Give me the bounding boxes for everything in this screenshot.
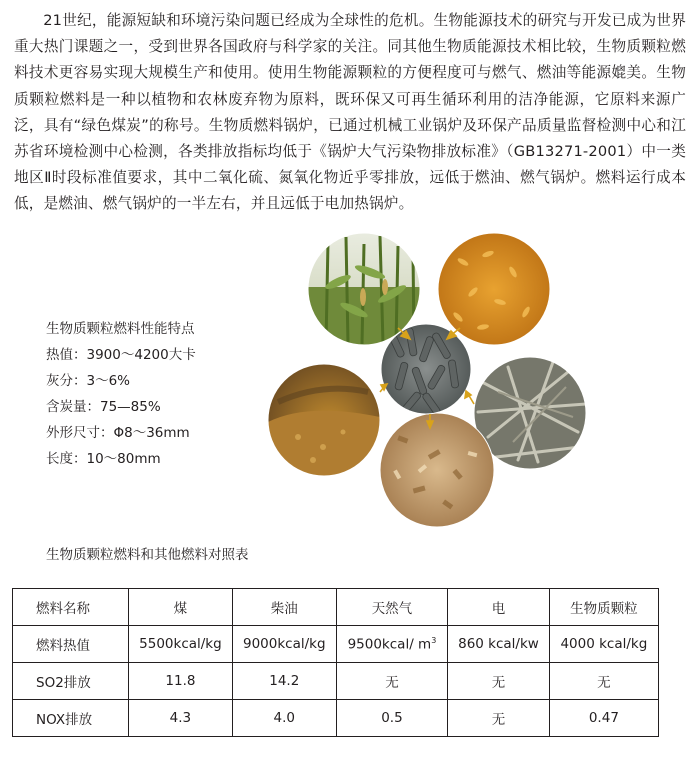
cell-diesel-nox: 4.0 xyxy=(232,700,336,737)
biomass-diagram xyxy=(268,232,700,532)
wheat-grain-photo xyxy=(436,232,552,347)
cell-bio-nox: 0.47 xyxy=(549,700,658,737)
row-label-heat: 燃料热值 xyxy=(13,626,129,663)
table-header-row xyxy=(13,589,659,626)
row-label-so2: SO2排放 xyxy=(13,663,129,700)
cell-diesel-heat: 9000kcal/kg xyxy=(232,626,336,663)
cell-coal-heat: 5500kcal/kg xyxy=(129,626,233,663)
cell-elec-so2: 无 xyxy=(448,663,550,700)
cell-bio-so2: 无 xyxy=(549,663,658,700)
comparison-table xyxy=(12,588,659,737)
property-length: 长度：10～80mm xyxy=(46,451,161,467)
cell-coal-nox: 4.3 xyxy=(129,700,233,737)
property-heat-value: 热值：3900～4200大卡 xyxy=(46,347,196,363)
header-fuel-name: 燃料名称 xyxy=(13,589,129,626)
intro-paragraph: 21世纪，能源短缺和环境污染问题已经成为全球性的危机。生物能源技术的研究与开发已成为世界重大热门课题之一，受到世界各国政府与科学家的关注。同其他生物质能源技术相比较，生物质颗粒燃料技术更容易实现大规模生产和使用。使用生物能源颗粒的方便程度可与燃气、燃油等能源媲美。生物质颗粒燃料是一种以植物和农林废弃物为原料，既环保又可再生循环利用的洁净能源，它原料来源广泛，具有“绿色煤炭”的称号。生物质燃料锅炉，已通过机械工业锅炉及环保产品质量监督检测中心和江苏省环境检测中心检测，各类排放指标均低于《锅炉大气污染物排放标准》（GB13271-2001）中一类地区Ⅱ时段标准值要求，其中二氧化硫、氮氧化物近乎零排放，远低于燃油、燃气锅炉。燃料运行成本低，是燃油、燃气锅炉的一半左右，并且远低于电加热锅炉。 xyxy=(14,12,686,213)
cell-gas-nox: 0.5 xyxy=(336,700,448,737)
property-carbon: 含炭量：75—85% xyxy=(46,399,161,415)
cell-gas-so2: 无 xyxy=(336,663,448,700)
property-size: 外形尺寸：Φ8～36mm xyxy=(46,425,190,441)
cell-gas-heat xyxy=(336,626,448,663)
cell-bio-heat: 4000 kcal/kg xyxy=(549,626,658,663)
row-label-nox: NOX排放 xyxy=(13,700,129,737)
cell-diesel-so2: 14.2 xyxy=(232,663,336,700)
header-natural-gas: 天然气 xyxy=(336,589,448,626)
header-diesel: 柴油 xyxy=(232,589,336,626)
wood-chips-photo xyxy=(380,413,494,527)
header-electricity: 电 xyxy=(448,589,550,626)
properties-title: 生物质颗粒燃料性能特点 xyxy=(46,321,195,337)
property-ash: 灰分：3～6% xyxy=(46,373,131,389)
cell-elec-nox: 无 xyxy=(448,700,550,737)
cell-gas-heat-sup: 3 xyxy=(431,635,437,645)
cell-gas-heat-value: 9500kcal/ m xyxy=(347,636,432,653)
cell-elec-heat: 860 kcal/kw xyxy=(448,626,550,663)
table-row xyxy=(13,626,659,663)
table-row xyxy=(13,700,659,737)
header-coal: 煤 xyxy=(129,589,233,626)
cell-coal-so2: 11.8 xyxy=(129,663,233,700)
header-biomass-pellet: 生物质颗粒 xyxy=(549,589,658,626)
comparison-table-title: 生物质颗粒燃料和其他燃料对照表 xyxy=(46,547,249,563)
table-row xyxy=(13,663,659,700)
properties-list xyxy=(46,316,196,472)
